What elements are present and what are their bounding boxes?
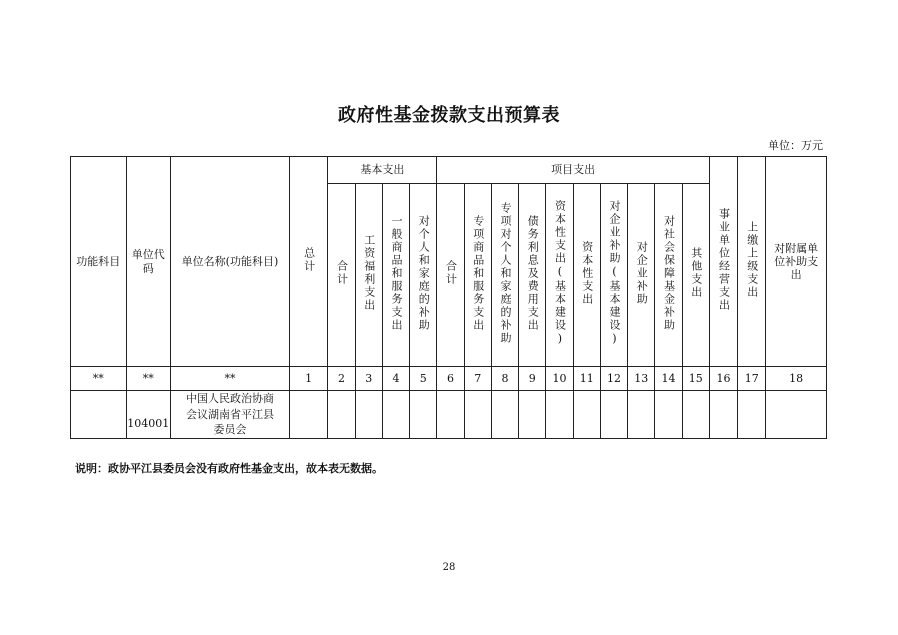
header-project-group: 项目支出 bbox=[437, 157, 710, 184]
empty-cell bbox=[290, 391, 328, 439]
index-cell: 11 bbox=[573, 367, 600, 391]
budget-table bbox=[70, 156, 827, 439]
index-cell: 12 bbox=[600, 367, 627, 391]
index-cell: 3 bbox=[355, 367, 382, 391]
header-extra-col: 上缴上级支出 bbox=[738, 157, 766, 367]
header-basic-col: 对个人和家庭的补助 bbox=[410, 184, 437, 367]
index-cell: 4 bbox=[382, 367, 409, 391]
index-cell: 15 bbox=[682, 367, 709, 391]
header-unit-code: 单位代码 bbox=[126, 157, 170, 367]
empty-cell bbox=[546, 391, 573, 439]
header-project-col: 合计 bbox=[437, 184, 464, 367]
index-cell: 16 bbox=[709, 367, 737, 391]
index-cell: ** bbox=[71, 367, 127, 391]
empty-cell bbox=[519, 391, 546, 439]
header-func-code: 功能科目 bbox=[71, 157, 127, 367]
empty-cell bbox=[709, 391, 737, 439]
index-row bbox=[71, 367, 827, 391]
func-code-cell bbox=[71, 391, 127, 439]
index-cell: 9 bbox=[519, 367, 546, 391]
empty-cell bbox=[355, 391, 382, 439]
empty-cell bbox=[382, 391, 409, 439]
header-last-col: 对附属单位补助支出 bbox=[766, 157, 827, 367]
header-project-col: 对企业补助 bbox=[628, 184, 655, 367]
header-basic-col: 合计 bbox=[328, 184, 355, 367]
header-project-col: 其他支出 bbox=[682, 184, 709, 367]
unit-label: 单位：万元 bbox=[768, 139, 823, 152]
header-unit-name: 单位名称(功能科目) bbox=[170, 157, 289, 367]
empty-cell bbox=[410, 391, 437, 439]
index-cell: 1 bbox=[290, 367, 328, 391]
index-cell: 6 bbox=[437, 367, 464, 391]
header-total: 总计 bbox=[290, 157, 328, 367]
empty-cell bbox=[600, 391, 627, 439]
header-project-col: 债务利息及费用支出 bbox=[519, 184, 546, 367]
header-basic-col: 一般商品和服务支出 bbox=[382, 184, 409, 367]
header-project-col: 资本性支出 bbox=[573, 184, 600, 367]
empty-cell bbox=[437, 391, 464, 439]
footnote: 说明：政协平江县委员会没有政府性基金支出，故本表无数据。 bbox=[75, 462, 383, 475]
index-cell: ** bbox=[170, 367, 289, 391]
header-project-col: 专项商品和服务支出 bbox=[464, 184, 491, 367]
index-cell: 10 bbox=[546, 367, 573, 391]
empty-cell bbox=[682, 391, 709, 439]
index-cell: 17 bbox=[738, 367, 766, 391]
index-cell: 14 bbox=[655, 367, 682, 391]
unit-name-cell: 中国人民政治协商会议湖南省平江县委员会 bbox=[170, 391, 289, 439]
index-cell: 5 bbox=[410, 367, 437, 391]
page-title: 政府性基金拨款支出预算表 bbox=[338, 105, 560, 126]
header-project-col: 专项对个人和家庭的补助 bbox=[491, 184, 518, 367]
header-project-col: 对社会保障基金补助 bbox=[655, 184, 682, 367]
index-cell: ** bbox=[126, 367, 170, 391]
index-cell: 18 bbox=[766, 367, 827, 391]
empty-cell bbox=[573, 391, 600, 439]
empty-cell bbox=[328, 391, 355, 439]
empty-cell bbox=[491, 391, 518, 439]
table-row bbox=[71, 391, 827, 439]
header-basic-group: 基本支出 bbox=[328, 157, 437, 184]
header-basic-col: 工资福利支出 bbox=[355, 184, 382, 367]
header-project-col: 资本性支出(基本建设) bbox=[546, 184, 573, 367]
index-cell: 7 bbox=[464, 367, 491, 391]
empty-cell bbox=[464, 391, 491, 439]
empty-cell bbox=[628, 391, 655, 439]
index-cell: 2 bbox=[328, 367, 355, 391]
index-cell: 13 bbox=[628, 367, 655, 391]
header-extra-col: 事业单位经营支出 bbox=[709, 157, 737, 367]
header-project-col: 对企业补助(基本建设) bbox=[600, 184, 627, 367]
empty-cell bbox=[766, 391, 827, 439]
unit-code-cell: 104001 bbox=[126, 391, 170, 439]
empty-cell bbox=[655, 391, 682, 439]
index-cell: 8 bbox=[491, 367, 518, 391]
page-number: 28 bbox=[442, 562, 456, 573]
empty-cell bbox=[738, 391, 766, 439]
